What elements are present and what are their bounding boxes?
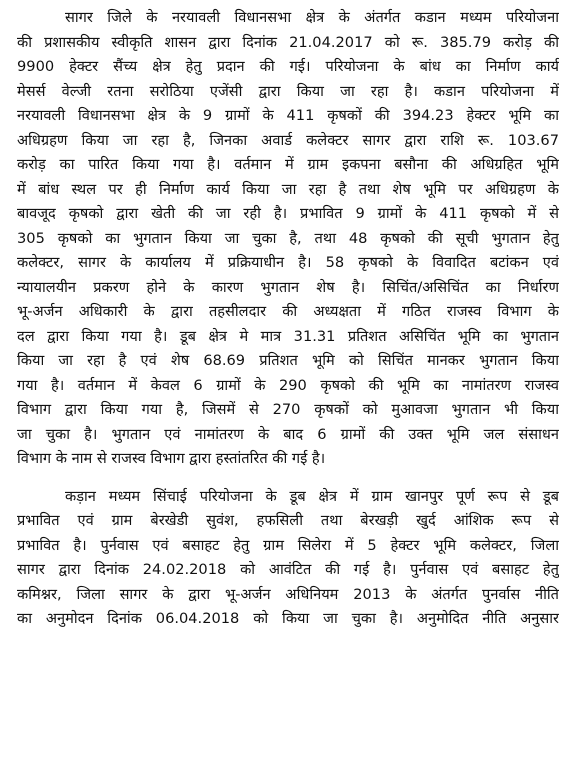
text-line: कमिश्नर, जिला सागर के द्वारा भू-अर्जन अधिनियम 2013 के अंतर्गत पुनर्वास नीति — [17, 585, 559, 603]
paragraph-kadan-project — [17, 6, 559, 472]
text-line: सागर जिले के नरयावली विधानसभा क्षेत्र के अंतर्गत कडान मध्यम परियोजना — [65, 9, 559, 26]
text-line: न्यायालयीन प्रकरण होने के कारण भुगतान शेष है। सिचिंत/असिचिंत का निर्धारण — [17, 278, 559, 296]
text-line: गया है। वर्तमान में केवल 6 ग्रामों के 290 कृषको की भूमि का नामांतरण राजस्व — [17, 376, 559, 394]
text-line: नरयावली विधानसभा क्षेत्र के 9 ग्रामों के 411 कृषकों की 394.23 हेक्टर भूमि का — [17, 107, 559, 124]
text-line: विभाग द्वारा किया गया है, जिसमें से 270 कृषकों को मुआवजा भुगतान भी किया — [17, 401, 559, 418]
text-line: में बांध स्थल पर ही निर्माण कार्य किया जा रहा है तथा शेष भूमि पर अधिग्रहण के — [17, 180, 559, 198]
text-line: भू-अर्जन अधिकारी के द्वारा तहसीलदार की अध्यक्षता में गठित राजस्व विभाग के — [17, 303, 559, 320]
text-line: प्रभावित एवं ग्राम बेरखेडी सुवंश, हफसिली तथा बेरखड़ी खुर्द आंशिक रूप से — [17, 512, 559, 529]
text-line: कलेक्टर, सागर के कार्यालय में प्रक्रियाधीन है। 58 कृषको के विवादित बटांकन एवं — [17, 254, 559, 271]
text-line: बावजूद कृषको द्वारा खेती की जा रही है। प्रभावित 9 ग्रामों के 411 कृषको में से — [17, 205, 559, 222]
text-line: का अनुमोदन दिनांक 06.04.2018 को किया जा चुका है। अनुमोदित नीति अनुसार — [17, 610, 559, 627]
text-line: विभाग के नाम से राजस्व विभाग द्वारा हस्तांतरित की गई है। — [17, 450, 326, 467]
text-line: प्रभावित है। पुर्नवास एवं बसाहट हेतु ग्राम सिलेरा में 5 हेक्टर भूमि कलेक्टर, जिला — [17, 536, 559, 554]
text-line: अधिग्रहण किया जा रहा है, जिनका अवार्ड कलेक्टर सागर द्वारा राशि रू. 103.67 — [17, 131, 559, 149]
text-line: कड़ान मध्यम सिंचाई परियोजना के डूब क्षेत्र में ग्राम खानपुर पूर्ण रूप से डूब — [65, 487, 559, 505]
text-line: 9900 हेक्टर सैंच्य क्षेत्र हेतु प्रदान की गई। परियोजना के बांध का निर्माण कार्य — [17, 58, 559, 75]
text-line: सागर द्वारा दिनांक 24.02.2018 को आवंटित की गई है। पुर्नवास एवं बसाहट हेतु — [17, 561, 559, 578]
text-line: 305 कृषको का भुगतान किया जा चुका है, तथा 48 कृषको की सूची भुगतान हेतु — [17, 229, 559, 247]
text-line: करोड़ का पारित किया गया है। वर्तमान में ग्राम इकपना बसौना की अधिग्रहित भूमि — [17, 156, 559, 173]
paragraph-rehabilitation — [17, 485, 559, 632]
text-line: जा चुका है। भुगतान एवं नामांतरण के बाद 6 ग्रामों की उक्त भूमि जल संसाधन — [17, 425, 559, 443]
text-line: दल द्वारा किया गया है। डूब क्षेत्र मे मात्र 31.31 प्रतिशत असिचिंत भूमि का भुगतान — [17, 327, 559, 345]
text-line: की प्रशासकीय स्वीकृति शासन द्वारा दिनांक 21.04.2017 को रू. 385.79 करोड़ की — [17, 33, 559, 51]
text-line: मेसर्स वेल्जी रतना सरोठिया एजेंसी द्वारा किया जा रहा है। कडान परियोजना में — [17, 82, 559, 100]
text-line: किया जा रहा है एवं शेष 68.69 प्रतिशत भूमि को सिचिंत मानकर भुगतान किया — [17, 352, 559, 369]
